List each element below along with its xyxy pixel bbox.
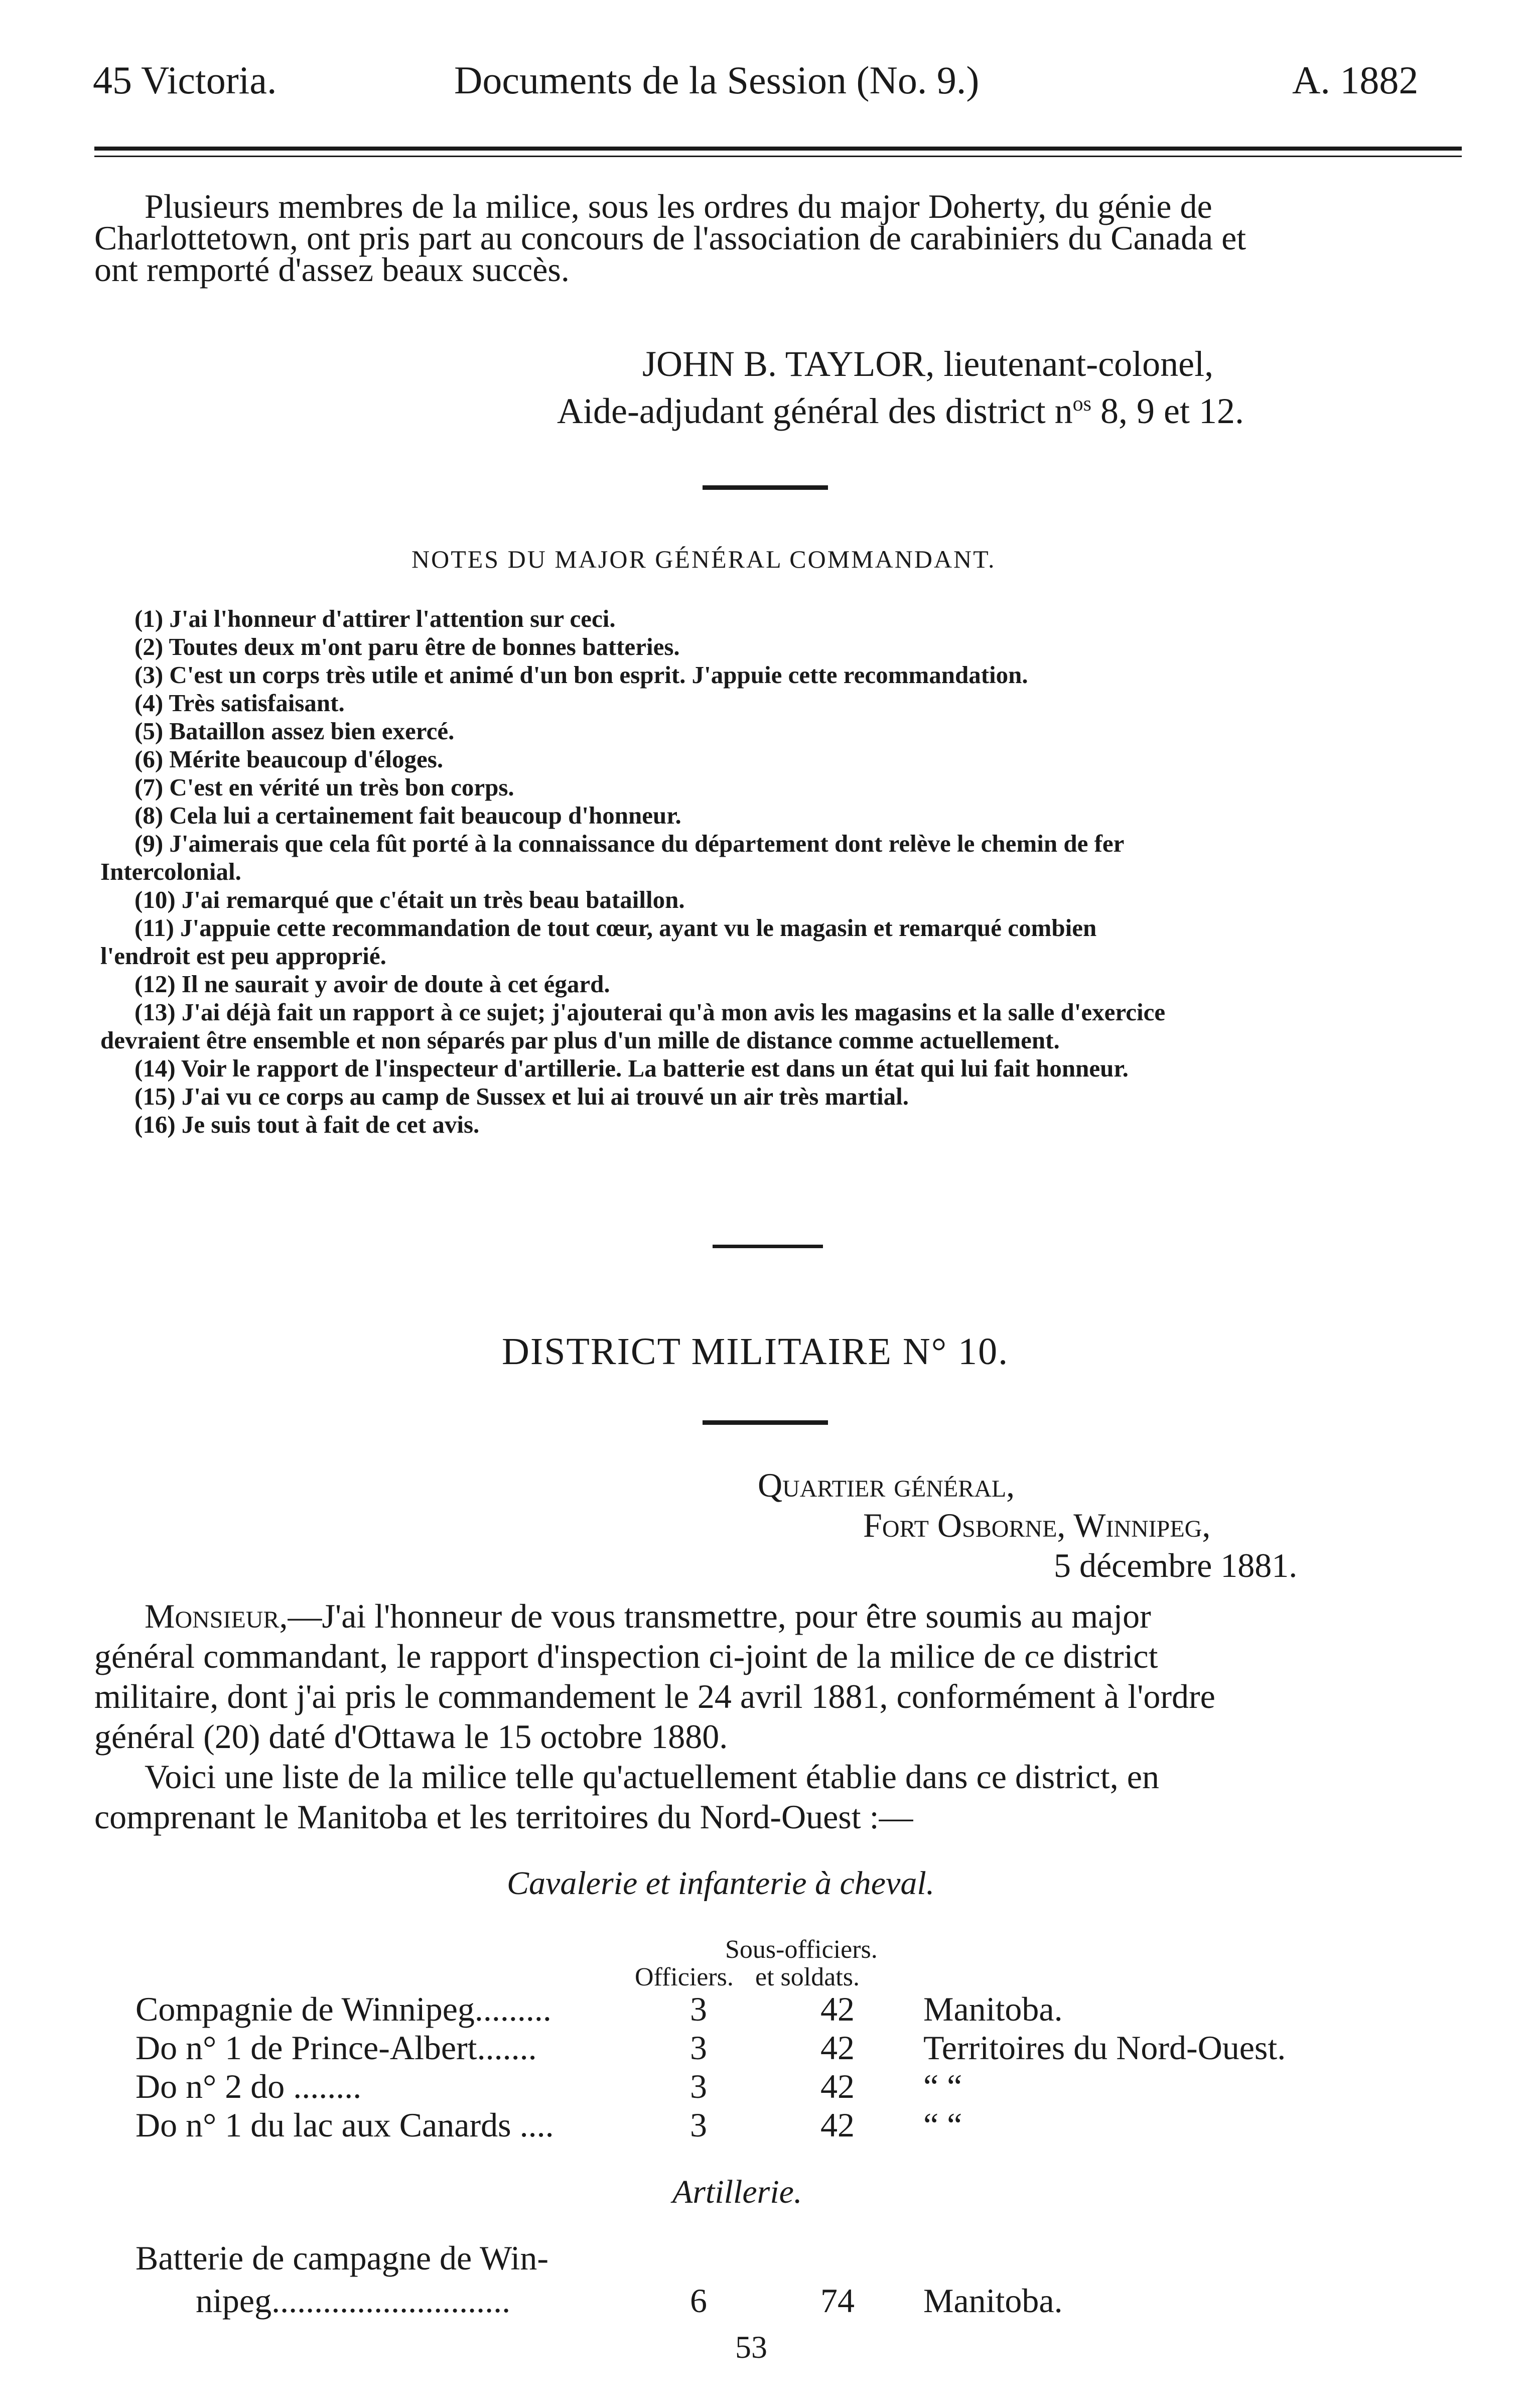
- note-line: Intercolonial.: [100, 858, 241, 885]
- men-cell: 42: [820, 1990, 855, 2028]
- header-rule-thin: [94, 156, 1462, 157]
- nco-header-line-1: Sous-officiers.: [725, 1935, 878, 1964]
- note-line: (5) Bataillon assez bien exercé.: [134, 717, 455, 745]
- note-line: (9) J'aimerais que cela fût porté à la connaissance du département dont relève le chemin de fer: [134, 830, 1125, 857]
- nco-header-line-2: et soldats.: [755, 1963, 860, 1991]
- note-line: (11) J'appuie cette recommandation de tout cœur, ayant vu le magasin et remarqué combien: [134, 914, 1097, 942]
- note-line: (4) Très satisfaisant.: [134, 689, 345, 717]
- note-line: (6) Mérite beaucoup d'éloges.: [134, 745, 444, 773]
- note-line: (15) J'ai vu ce corps au camp de Sussex et lui ai trouvé un air très martial.: [134, 1083, 909, 1110]
- letter-line: [94, 1596, 1462, 1636]
- note-line: devraient être ensemble et non séparés par plus d'un mille de distance comme actuellement.: [100, 1026, 1060, 1054]
- artillery-row-name-line-1: Batterie de campagne de Win-: [135, 2239, 548, 2277]
- officers-header: Officiers.: [635, 1963, 734, 1991]
- unit-name-cell: Do n° 2 do ........: [135, 2067, 362, 2105]
- note-line: (7) C'est en vérité un très bon corps.: [134, 773, 514, 801]
- officers-cell: 3: [690, 2106, 707, 2144]
- unit-name-cell: Compagnie de Winnipeg.........: [135, 1990, 551, 2028]
- note-line: (13) J'ai déjà fait un rapport à ce sujet; j'ajouterai qu'à mon avis les magasins et la salle d'exercice: [134, 998, 1166, 1026]
- separator-rule: [703, 485, 828, 490]
- artillery-place: Manitoba.: [923, 2282, 1063, 2320]
- header-rule-thick: [94, 147, 1462, 151]
- officers-cell: 3: [690, 1990, 707, 2028]
- separator-rule: [703, 1420, 828, 1425]
- artillery-section-title: Artillerie.: [672, 2174, 802, 2210]
- page-number: 53: [735, 2329, 767, 2365]
- note-line: (10) J'ai remarqué que c'était un très beau bataillon.: [134, 886, 685, 913]
- intro-line: ont remporté d'assez beaux succès.: [94, 250, 570, 289]
- note-line: (16) Je suis tout à fait de cet avis.: [134, 1111, 480, 1138]
- officers-cell: 3: [690, 2067, 707, 2105]
- signature-title-sup: os: [1072, 392, 1092, 416]
- note-line: (12) Il ne saurait y avoir de doute à cet égard.: [134, 970, 610, 998]
- salutation: Monsieur,: [145, 1597, 288, 1635]
- place-cell: Territoires du Nord-Ouest.: [923, 2029, 1286, 2067]
- running-head-center: Documents de la Session (No. 9.): [454, 58, 980, 102]
- letter-line: général (20) daté d'Ottawa le 15 octobre 1880.: [94, 1717, 728, 1756]
- men-cell: 42: [820, 2106, 855, 2144]
- signature-title-rest: 8, 9 et 12.: [1091, 391, 1244, 431]
- letter-line: comprenant le Manitoba et les territoires du Nord-Ouest :—: [94, 1798, 913, 1836]
- signature-name: JOHN B. TAYLOR, lieutenant-colonel,: [642, 344, 1214, 384]
- intro-paragraph: [94, 187, 1462, 289]
- district-title: DISTRICT MILITAIRE N° 10.: [502, 1330, 1009, 1373]
- signature-title: [557, 385, 1244, 430]
- place-cell: “ “: [923, 2106, 962, 2144]
- intro-line: Plusieurs membres de la milice, sous les ordres du major Doherty, du génie de: [145, 187, 1212, 225]
- signature-title-text: Aide-adjudant général des district n: [557, 391, 1073, 431]
- separator-rule: [713, 1245, 823, 1248]
- notes-list: [100, 605, 1455, 1139]
- notes-title: NOTES DU MAJOR GÉNÉRAL COMMANDANT.: [411, 545, 996, 573]
- officers-cell: 3: [690, 2029, 707, 2067]
- place-cell: Manitoba.: [923, 1990, 1063, 2028]
- running-head-left: 45 Victoria.: [93, 58, 277, 102]
- letter-paragraph-1: [94, 1596, 1462, 1837]
- note-line: (1) J'ai l'honneur d'attirer l'attention sur ceci.: [134, 605, 616, 632]
- letter-line: général commandant, le rapport d'inspection ci-joint de la milice de ce district: [94, 1637, 1158, 1675]
- letter-line: militaire, dont j'ai pris le commandement le 24 avril 1881, conformément à l'ordre: [94, 1677, 1215, 1715]
- artillery-officers: 6: [690, 2282, 707, 2320]
- unit-name-cell: Do n° 1 de Prince-Albert.......: [135, 2029, 537, 2067]
- address-line-2: Fort Osborne, Winnipeg,: [863, 1506, 1211, 1544]
- place-cell: “ “: [923, 2067, 962, 2105]
- note-line: l'endroit est peu approprié.: [100, 942, 386, 970]
- address-date: 5 décembre 1881.: [1054, 1546, 1298, 1584]
- cavalry-section-title: Cavalerie et infanterie à cheval.: [507, 1865, 935, 1902]
- note-line: (3) C'est un corps très utile et animé d'un bon esprit. J'appuie cette recommandation.: [134, 661, 1028, 689]
- letter-line-rest: —J'ai l'honneur de vous transmettre, pour être soumis au major: [288, 1597, 1151, 1635]
- men-cell: 42: [820, 2029, 855, 2067]
- note-line: (2) Toutes deux m'ont paru être de bonnes batteries.: [134, 633, 680, 660]
- note-line: (14) Voir le rapport de l'inspecteur d'artillerie. La batterie est dans un état qui lui fait honneur.: [134, 1054, 1129, 1082]
- intro-line: Charlottetown, ont pris part au concours de l'association de carabiniers du Canada et: [94, 219, 1246, 257]
- artillery-men: 74: [820, 2282, 855, 2320]
- address-line-1: Quartier général,: [758, 1466, 1015, 1504]
- running-head-right: A. 1882: [1292, 58, 1419, 102]
- artillery-row-name-line-2: nipeg............................: [196, 2282, 511, 2320]
- letter-line: Voici une liste de la milice telle qu'actuellement établie dans ce district, en: [145, 1758, 1159, 1796]
- note-line: (8) Cela lui a certainement fait beaucoup d'honneur.: [134, 801, 681, 829]
- men-cell: 42: [820, 2067, 855, 2105]
- unit-name-cell: Do n° 1 du lac aux Canards ....: [135, 2106, 554, 2144]
